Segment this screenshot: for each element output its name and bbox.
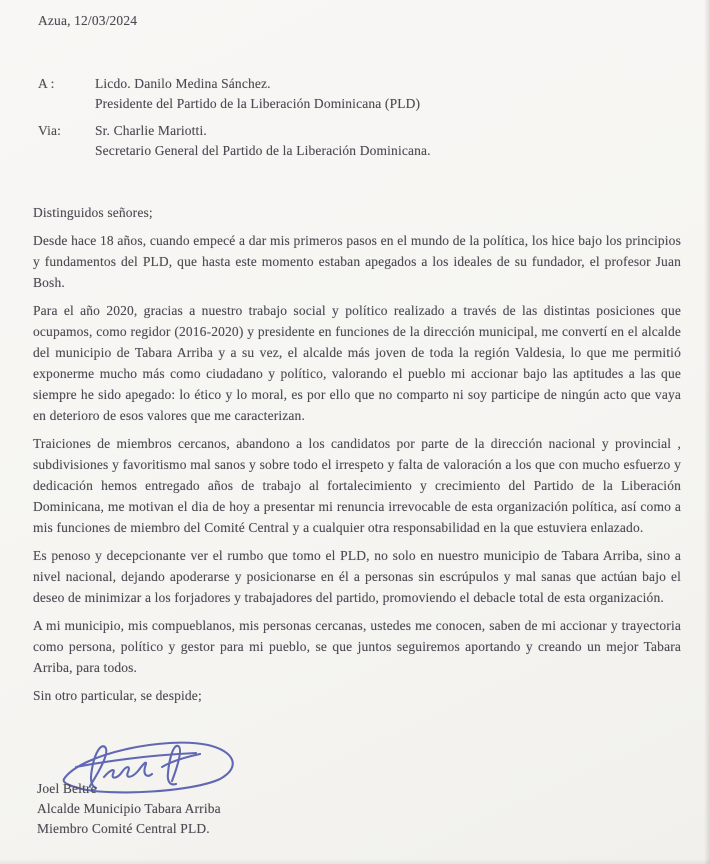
signature-block — [37, 779, 221, 839]
paragraph-4: Es penoso y decepcionante ver el rumbo que tomo el PLD, no solo en nuestro municipio de Tabara Arriba, sino a nivel nacional, dejando apoderarse y posicionarse en él a personas sin escrúpulos y mal sanas que actúan bajo el deseo de minimizar a los forjadores y trabajadores del partido, promoviendo el debacle total de esta organización. — [33, 548, 681, 605]
via-block — [38, 121, 431, 160]
paragraph-3: Traiciones de miembros cercanos, abandono a los candidatos por parte de la dirección nacional y provincial , subdivisiones y favoritismo mal sanos y sobre todo el irrespeto y falta de valoración a los que con mucho esfuerzo y dedicación hemos entregado años de trabajo al fortalecimiento y crecimiento del Partido de la Liberación Dominicana, me motivan el dia de hoy a presentar mi renuncia irrevocable de esta organización política, así como a mis funciones de miembro del Comité Central y a cualquier otra responsabilidad en la que estuviera enlazado. — [33, 436, 681, 535]
salutation: Distinguidos señores; — [33, 205, 153, 220]
paragraph-2: Para el año 2020, gracias a nuestro trabajo social y político realizado a través de las distintas posiciones que ocupamos, como regidor (2016-2020) y presidente en funciones de la dirección municipal, me convertí en el alcalde del municipio de Tabara Arriba y a su vez, el alcalde más joven de toda la región Valdesia, lo que me permitió exponerme mucho más como ciudadano y político, valorando el pueblo mi accionar bajo las aptitudes a las que siempre he sido apegado: lo ético y lo moral, es por ello que no comparto ni soy participe de ningún acto que vaya en deterioro de esos valores que me caracterizan. — [33, 303, 681, 423]
signer-title-1: Alcalde Municipio Tabara Arriba — [37, 801, 221, 816]
letter-date: Azua, 12/03/2024 — [38, 13, 138, 28]
recipient-title: Presidente del Partido de la Liberación Dominicana (PLD) — [95, 95, 421, 111]
recipient-name: Licdo. Danilo Medina Sánchez. — [95, 76, 271, 91]
via-label: Via: — [38, 123, 62, 138]
signer-name: Joel Beltre — [37, 781, 97, 796]
signer-title-2: Miembro Comité Central PLD. — [37, 821, 210, 836]
recipient-block — [38, 74, 420, 113]
via-title: Secretario General del Partido de la Liberación Dominicana. — [95, 142, 431, 158]
paragraph-1: Desde hace 18 años, cuando empecé a dar mis primeros pasos en el mundo de la política, los hice bajo los principios y fundamentos del PLD, que hasta este momento estaban apegados a los ideales de su fundador, el profesor Juan Bosh. — [33, 233, 681, 290]
paragraph-5: A mi municipio, mis compueblanos, mis personas cercanas, ustedes me conocen, saben de mi accionar y trayectoria como persona, político y gestor para mi pueblo, se que juntos seguiremos aportando y creando un mejor Tabara Arriba, para todos. — [33, 618, 681, 675]
closing-line: Sin otro particular, se despide; — [33, 688, 202, 703]
to-label: A : — [38, 76, 55, 91]
via-name: Sr. Charlie Mariotti. — [95, 123, 207, 138]
letter-body — [33, 202, 681, 706]
